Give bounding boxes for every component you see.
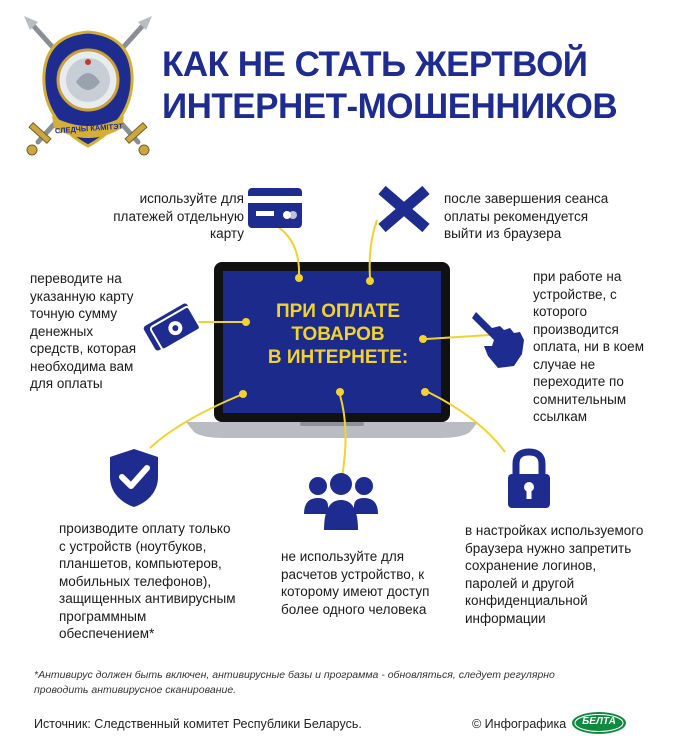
tip-logout-text xyxy=(444,190,644,243)
tip-card-line: карту xyxy=(209,226,244,241)
group-users-icon xyxy=(304,472,378,532)
tip-exact-sum-line: переводите на xyxy=(30,271,122,286)
tip-exact-sum-line: денежных xyxy=(30,323,94,339)
tip-links-line: случае не xyxy=(533,356,596,372)
emblem-label: СЛЕДЧЫ КАМІТЭТ xyxy=(54,121,124,136)
tip-exact-sum-line: точную сумму xyxy=(30,306,118,321)
footnote xyxy=(34,668,684,698)
tip-antivirus-line: производите оплату только xyxy=(59,521,231,536)
tip-links-line: которого xyxy=(533,304,587,319)
infographic-credit: © Инфографика xyxy=(472,717,567,731)
title-line-1: КАК НЕ СТАТЬ ЖЕРТВОЙ xyxy=(162,45,588,84)
screen-line-1: ПРИ ОПЛАТЕ xyxy=(275,301,401,322)
tip-passwords-line: сохранение логинов, xyxy=(465,558,597,573)
tip-exact-sum-line: необходима вам xyxy=(30,358,134,374)
tip-exact-sum-line: средств, которая xyxy=(30,341,137,356)
tip-card-line: платежей отдельную xyxy=(113,208,244,224)
belta-logo xyxy=(571,711,627,735)
tip-antivirus-line: защищенных антивирусным xyxy=(59,591,236,606)
title-line-2: ИНТЕРНЕТ-МОШЕННИКОВ xyxy=(162,87,618,126)
money-icon xyxy=(140,298,206,354)
footnote-line-2: проводить антивирусное сканирование. xyxy=(34,684,237,696)
padlock-icon xyxy=(506,448,552,510)
tip-links-line: при работе на xyxy=(533,269,622,284)
tip-antivirus-line: с устройств (ноутбуков, xyxy=(59,538,207,554)
tip-links-text xyxy=(533,268,663,426)
tip-links-line: производится xyxy=(533,321,619,337)
screen-line-3: В ИНТЕРНЕТЕ: xyxy=(267,347,409,368)
tip-card-text xyxy=(104,190,244,243)
tip-passwords-line: конфиденциальной xyxy=(465,593,588,608)
tip-shared-text xyxy=(281,548,461,618)
tip-shared-line: более одного человека xyxy=(281,601,427,617)
tip-passwords-text xyxy=(465,522,665,627)
tip-logout-line: выйти из браузера xyxy=(444,226,562,241)
credit-card-icon xyxy=(247,187,303,229)
tip-shared-line: не используйте для xyxy=(281,549,405,564)
tip-card-line: используйте для xyxy=(139,191,244,206)
tip-antivirus-line: мобильных телефонов), xyxy=(59,573,212,589)
tip-antivirus-line: программным xyxy=(59,608,147,624)
tip-passwords-line: браузера нужно запретить xyxy=(465,540,632,556)
tip-logout-line: после завершения сеанса xyxy=(444,191,609,206)
tip-links-line: оплата, ни в коем xyxy=(533,339,644,354)
tip-exact-sum-line: для оплаты xyxy=(30,376,103,391)
tip-exact-sum-line: указанную карту xyxy=(30,288,134,304)
tip-antivirus-text xyxy=(59,520,259,643)
tip-shared-line: расчетов устройство, к xyxy=(281,566,425,582)
footnote-line-1: *Антивирус должен быть включен, антивирусные базы и программа - обновляться, следует регулярно xyxy=(34,669,555,681)
shield-check-icon xyxy=(108,447,160,509)
screen-line-2: ТОВАРОВ xyxy=(291,324,385,345)
laptop-screen-text xyxy=(258,300,418,369)
tip-links-line: сомнительным xyxy=(533,391,627,407)
tip-links-line: ссылкам xyxy=(533,409,588,424)
tip-links-line: устройстве, с xyxy=(533,286,617,302)
tip-passwords-line: паролей и другой xyxy=(465,575,575,591)
source-text: Источник: Следственный комитет Республики Беларусь. xyxy=(34,717,362,731)
tip-links-line: переходите по xyxy=(533,374,624,389)
tip-passwords-line: в настройках используемого xyxy=(465,523,644,538)
tip-logout-line: оплаты рекомендуется xyxy=(444,208,588,224)
tip-shared-line: которому имеют доступ xyxy=(281,584,430,599)
tip-antivirus-line: планшетов, компьютеров, xyxy=(59,556,222,571)
tip-passwords-line: информации xyxy=(465,610,546,626)
tip-antivirus-line: обеспечением* xyxy=(59,626,155,641)
belta-logo-text: БЕЛТА xyxy=(582,716,616,727)
pointing-hand-icon xyxy=(470,306,530,372)
close-x-icon xyxy=(378,186,430,232)
